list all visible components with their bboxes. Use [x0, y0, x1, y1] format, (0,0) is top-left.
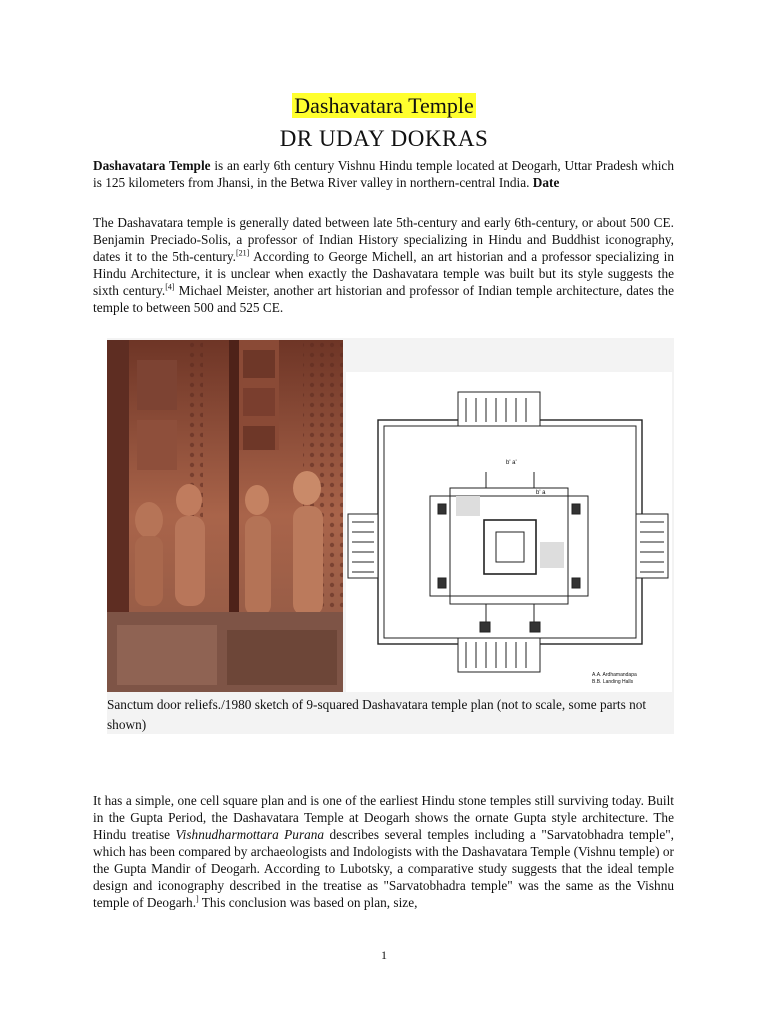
sanctum-door-reliefs-photo	[107, 340, 343, 692]
date-text-3: Michael Meister, another art historian and professor of Indian temple architecture, dates the temple to between 500 and 525 CE.	[93, 283, 674, 315]
reference-21[interactable]: [21]	[236, 248, 250, 258]
intro-bold-lead: Dashavatara Temple	[93, 158, 211, 173]
title-highlight: Dashavatara Temple	[294, 93, 474, 118]
date-text-1: The Dashavatara temple is generally dated between late 5th-century and early 6th-century, or about 500 CE. Benjamin Preciado-Solis, a professor of Indian History specializing in Hindu and Buddhist iconography, dates it to the 5th-century.	[93, 215, 674, 264]
relief-illustration	[107, 340, 343, 692]
architecture-text-2: describes several temples including a "Sarvatobhadra temple", which has been compared by archaeologists and Indologists with the Dashavatara Temple (Vishnu temple) or the Gupta Mandir of Deogarh. According to Lubotsky, a comparative study suggests that the ideal temple design and iconography described in the treatise as "Sarvatobhadra temple" was the same as the Vishnu temple of Deogarh.	[93, 827, 674, 910]
plan-legend-b: B.B. Landing Halls	[592, 679, 634, 685]
treatise-title: Vishnudharmottara Purana	[175, 827, 325, 842]
reference-4[interactable]: [4]	[165, 282, 175, 292]
date-paragraph	[93, 214, 674, 316]
figure-caption: Sanctum door reliefs./1980 sketch of 9-squared Dashavatara temple plan (not to scale, some parts not shown)	[107, 697, 647, 732]
document-title	[0, 92, 768, 120]
temple-plan-sketch	[346, 372, 672, 692]
reference-mark[interactable]: ]	[196, 894, 199, 904]
author-name: DR UDAY DOKRAS	[279, 126, 489, 151]
plan-legend-a: A.A. Ardhamandapa	[592, 672, 637, 678]
architecture-text-1: It has a simple, one cell square plan and is one of the earliest Hindu stone temples still surviving today. Built in the Gupta Period, the Dashavatara Temple at Deogarh shows the ornate Gupta style architecture. The Hindu treatise	[93, 793, 674, 842]
plan-label-1: b' a'	[506, 460, 517, 466]
plan-label-2: b' a	[536, 490, 546, 496]
architecture-paragraph	[93, 792, 674, 911]
date-text-2: According to George Michell, an art historian and a professor specializing in Hindu Architecture, it is unclear when exactly the Dashavatara temple was built but its style suggests the sixth century.	[93, 249, 674, 298]
plan-drawing	[346, 372, 672, 692]
page-number: 1	[381, 948, 387, 962]
intro-paragraph	[93, 157, 674, 191]
architecture-text-3: This conclusion was based on plan, size,	[198, 895, 418, 910]
intro-text: is an early 6th century Vishnu Hindu temple located at Deogarh, Uttar Pradesh which is 125 kilometers from Jhansi, in the Betwa River valley in northern-central India.	[93, 158, 674, 190]
date-heading: Date	[532, 175, 560, 190]
